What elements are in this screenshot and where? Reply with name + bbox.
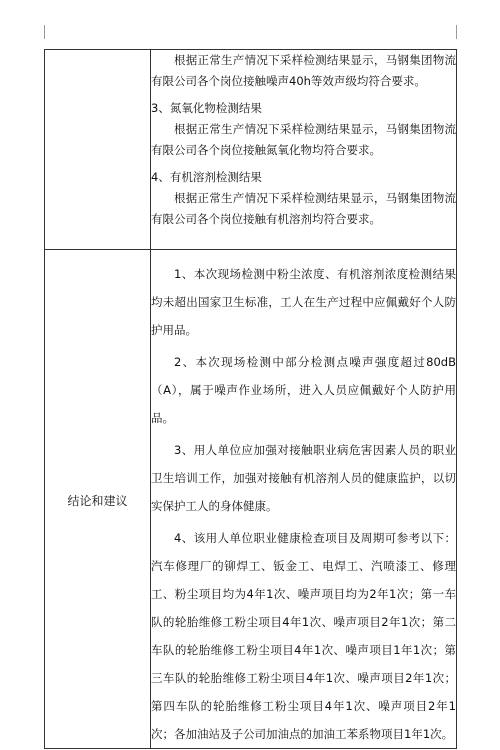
- crop-mark-left: [44, 25, 45, 39]
- conclusion-item-2: 2、本次现场检测中部分检测点噪声强度超过80dB（A），属于噪声作业场所，进入人员应佩戴好个人防护用品。: [151, 355, 456, 425]
- solvent-heading: 4、有机溶剂检测结果: [151, 170, 262, 184]
- conclusion-label-cell: [45, 250, 151, 749]
- conclusion-label: 结论和建议: [67, 493, 128, 508]
- conclusion-cell: [151, 250, 457, 749]
- report-table: [44, 49, 457, 749]
- nox-result-text: 根据正常生产情况下采样检测结果显示，马钢集团物流有限公司各个岗位接触氮氧化物均符合要求。: [151, 122, 456, 157]
- conclusion-item-4: 4、该用人单位职业健康检查项目及周期可参考以下：汽车修理厂的铆焊工、钣金工、电焊工、汽喷漆工、修理工、粉尘项目均为4年1次、噪声项目均为2年1次；第一车队的轮胎维修工粉尘项目4年1次、噪声项目2年1次；第二车队的轮胎维修工粉尘项目4年1次、噪声项目1年1次；第三车队的轮胎维修工粉尘项目4年1次、噪声项目2年1次；第四车队的轮胎维修工粉尘项目4年1次、噪声项目2年1 次；各加油站及子公司加油点的加油工苯系物项目1年1次。: [151, 531, 456, 741]
- results-cell: [151, 50, 457, 250]
- crop-mark-right: [456, 25, 457, 39]
- table-row-conclusions: [45, 250, 457, 749]
- table-row-results: [45, 50, 457, 250]
- solvent-result-text: 根据正常生产情况下采样检测结果显示，马钢集团物流有限公司各个岗位接触有机溶剂均符合要求。: [151, 191, 456, 226]
- nox-heading: 3、氮氧化物检测结果: [151, 101, 262, 115]
- conclusion-item-3: 3、用人单位应加强对接触职业病危害因素人员的职业卫生培训工作，加强对接触有机溶剂人员的健康监护，以切实保护工人的身体健康。: [151, 443, 456, 513]
- conclusion-item-1: 1、本次现场检测中粉尘浓度、有机溶剂浓度检测结果均未超出国家卫生标准，工人在生产过程中应佩戴好个人防护用品。: [151, 267, 456, 337]
- label-cell-empty: [45, 50, 151, 250]
- noise-result-text: 根据正常生产情况下采样检测结果显示，马钢集团物流有限公司各个岗位接触噪声40h等效声级均符合要求。: [151, 53, 456, 88]
